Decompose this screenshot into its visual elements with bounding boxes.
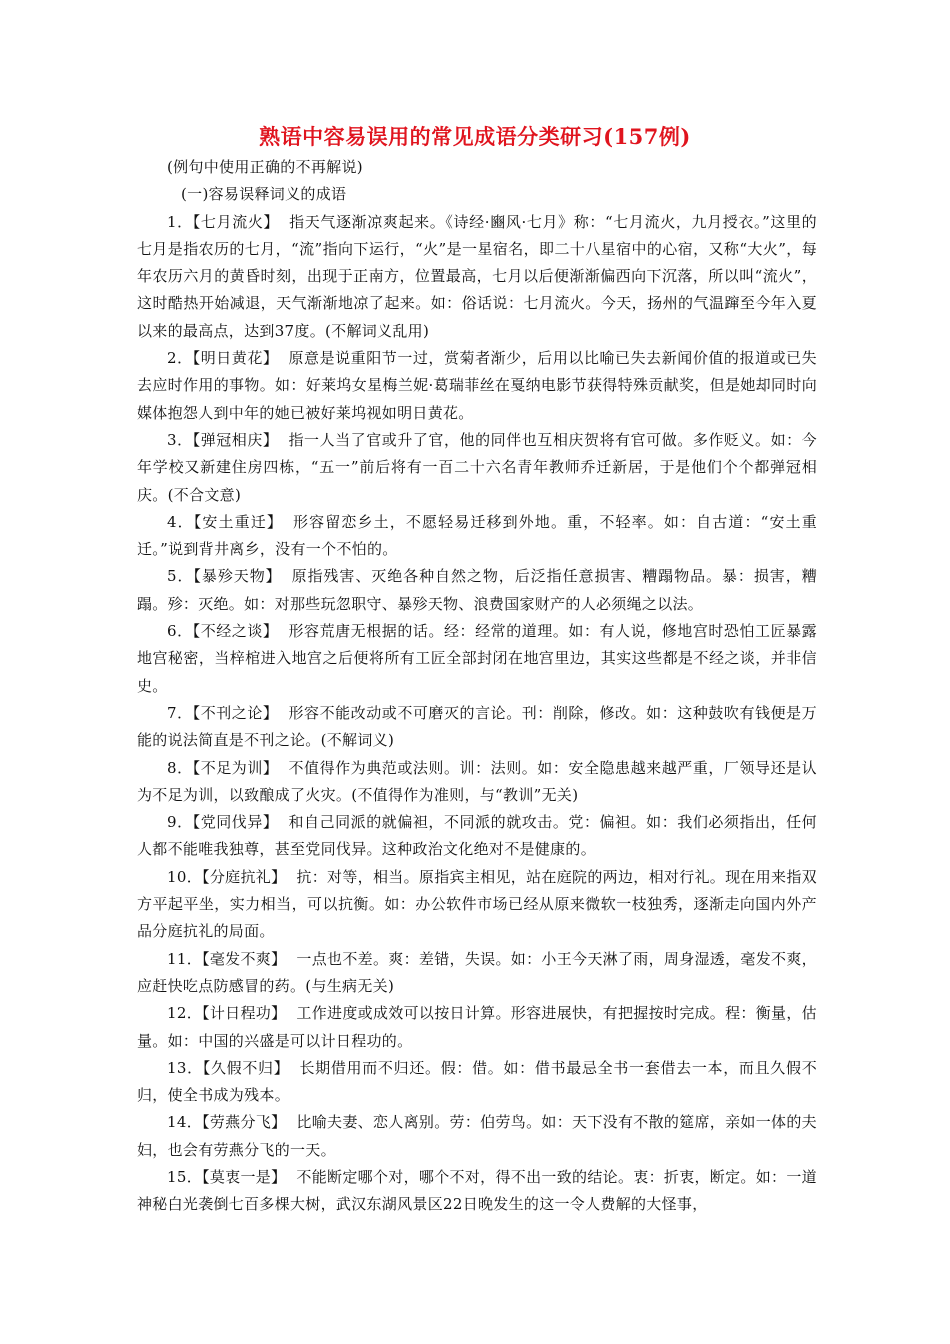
idiom-explanation: 指一人当了官或升了官，他的同伴也互相庆贺将有官可做。多作贬义。如：今年学校又新建住房四栋，“五一”前后将有一百二十六名青年教师乔迁新居，于是他们个个都弹冠相庆。(不合文意): [137, 430, 817, 504]
idiom-entry: [137, 209, 817, 345]
idiom-explanation: 原指残害、灭绝各种自然之物，后泛指任意损害、糟蹋物品。暴：损害，糟蹋。殄：灭绝。如：对那些玩忽职守、暴殄天物、浪费国家财产的人必须绳之以法。: [137, 567, 817, 613]
idiom-explanation: 原意是说重阳节一过，赏菊者渐少，后用以比喻已失去新闻价值的报道或已失去应时作用的事物。如：好莱坞女星梅兰妮·葛瑞菲丝在戛纳电影节获得特殊贡献奖，但是她却同时向媒体抱怨人到中年的她已被好莱坞视如明日黄花。: [137, 349, 817, 422]
idiom-explanation: 指天气逐渐凉爽起来。《诗经·豳风·七月》称：“七月流火，九月授衣。”这里的七月是指农历的七月，“流”指向下运行，“火”是一星宿名，即二十八星宿中的心宿，又称“大火”，每年农历六月的黄昏时刻，出现于正南方，位置最高，七月以后便渐渐偏西向下沉落，所以叫“流火”，这时酷热开始减退，天气渐渐地凉了起来。如：俗话说：七月流火。今天，扬州的气温蹿至今年入夏以来的最高点，达到37度。(不解词义乱用): [137, 212, 817, 340]
idiom-entry: [137, 809, 817, 864]
document-title: 熟语中容易误用的常见成语分类研习(157例): [259, 124, 691, 149]
usage-note: (例句中使用正确的不再解说): [167, 158, 363, 176]
idiom-entry: [137, 345, 817, 427]
idiom-explanation: 形容不能改动或不可磨灭的言论。刊：削除，修改。如：这种鼓吹有钱便是万能的说法简直是不刊之论。(不解词义): [137, 703, 817, 750]
idiom-label: 3．【弹冠相庆】: [167, 430, 279, 449]
idiom-explanation: 不能断定哪个对，哪个不对，得不出一致的结论。衷：折衷，断定。如：一道神秘白光袭倒七百多棵大树，武汉东湖风景区22日晚发生的这一令人费解的大怪事，: [137, 1167, 817, 1214]
idiom-explanation: 不值得作为典范或法则。训：法则。如：安全隐患越来越严重，厂领导还是认为不足为训，以致酿成了火灾。(不值得作为准则，与“教训”无关): [137, 758, 817, 804]
idiom-explanation: 长期借用而不归还。假：借。如：借书最忌全书一套借去一本，而且久假不归，使全书成为残本。: [137, 1058, 817, 1105]
idiom-label: 6．【不经之谈】: [167, 622, 279, 641]
idiom-explanation: 一点也不差。爽：差错，失误。如：小王今天淋了雨，周身湿透，毫发不爽，应赶快吃点防感冒的药。(与生病无关): [137, 949, 817, 995]
idiom-label: 8．【不足为训】: [167, 758, 279, 777]
idiom-label: 13．【久假不归】: [167, 1058, 290, 1077]
idiom-explanation: 形容荒唐无根据的话。经：经常的道理。如：有人说，修地宫时恐怕工匠暴露地宫秘密，当梓棺进入地宫之后便将所有工匠全部封闭在地宫里边，其实这些都是不经之谈，并非信史。: [137, 622, 817, 695]
idiom-entry: [137, 864, 817, 946]
idiom-explanation: 抗：对等，相当。原指宾主相见，站在庭院的两边，相对行礼。现在用来指双方平起平坐，实力相当，可以抗衡。如：办公软件市场已经从原来微软一枝独秀，逐渐走向国内外产品分庭抗礼的局面。: [137, 867, 817, 941]
idiom-entry: [137, 700, 817, 755]
idiom-entry: [137, 563, 817, 618]
idiom-label: 1．【七月流火】: [167, 212, 280, 231]
idiom-entry: [137, 1055, 817, 1110]
idiom-explanation: 形容留恋乡土，不愿轻易迁移到外地。重，不轻率。如：自古道：“安土重迁。”说到背井离乡，没有一个不怕的。: [137, 512, 817, 559]
idiom-label: 10．【分庭抗礼】: [167, 867, 287, 886]
document-body: [137, 154, 817, 1219]
idiom-label: 9．【党同伐异】: [167, 813, 279, 832]
idiom-entry: [137, 1164, 817, 1219]
idiom-label: 4．【安土重迁】: [167, 512, 284, 531]
idiom-entry: [137, 427, 817, 509]
idiom-explanation: 比喻夫妻、恋人离别。劳：伯劳鸟。如：天下没有不散的筵席，亲如一体的夫妇，也会有劳燕分飞的一天。: [137, 1113, 817, 1159]
idiom-entry: [137, 755, 817, 810]
section-heading: (一)容易误释词义的成语: [181, 185, 347, 204]
idiom-label: 2．【明日黄花】: [167, 349, 279, 368]
idiom-label: 12．【计日程功】: [167, 1004, 287, 1023]
idiom-entry-list: [137, 209, 817, 1219]
idiom-label: 15．【莫衷一是】: [167, 1167, 287, 1186]
idiom-label: 14．【劳燕分飞】: [167, 1113, 287, 1132]
idiom-entry: [137, 618, 817, 700]
idiom-label: 7．【不刊之论】: [167, 703, 279, 722]
idiom-explanation: 和自己同派的就偏袒，不同派的就攻击。党：偏袒。如：我们必须指出，任何人都不能唯我独尊，甚至党同伐异。这种政治文化绝对不是健康的。: [137, 813, 817, 859]
idiom-entry: [137, 1000, 817, 1055]
idiom-entry: [137, 509, 817, 564]
idiom-label: 11．【毫发不爽】: [167, 949, 287, 968]
idiom-entry: [137, 1109, 817, 1164]
idiom-entry: [137, 946, 817, 1001]
idiom-explanation: 工作进度或成效可以按日计算。形容进展快，有把握按时完成。程：衡量，估量。如：中国的兴盛是可以计日程功的。: [137, 1004, 817, 1050]
idiom-label: 5．【暴殄天物】: [167, 567, 282, 586]
